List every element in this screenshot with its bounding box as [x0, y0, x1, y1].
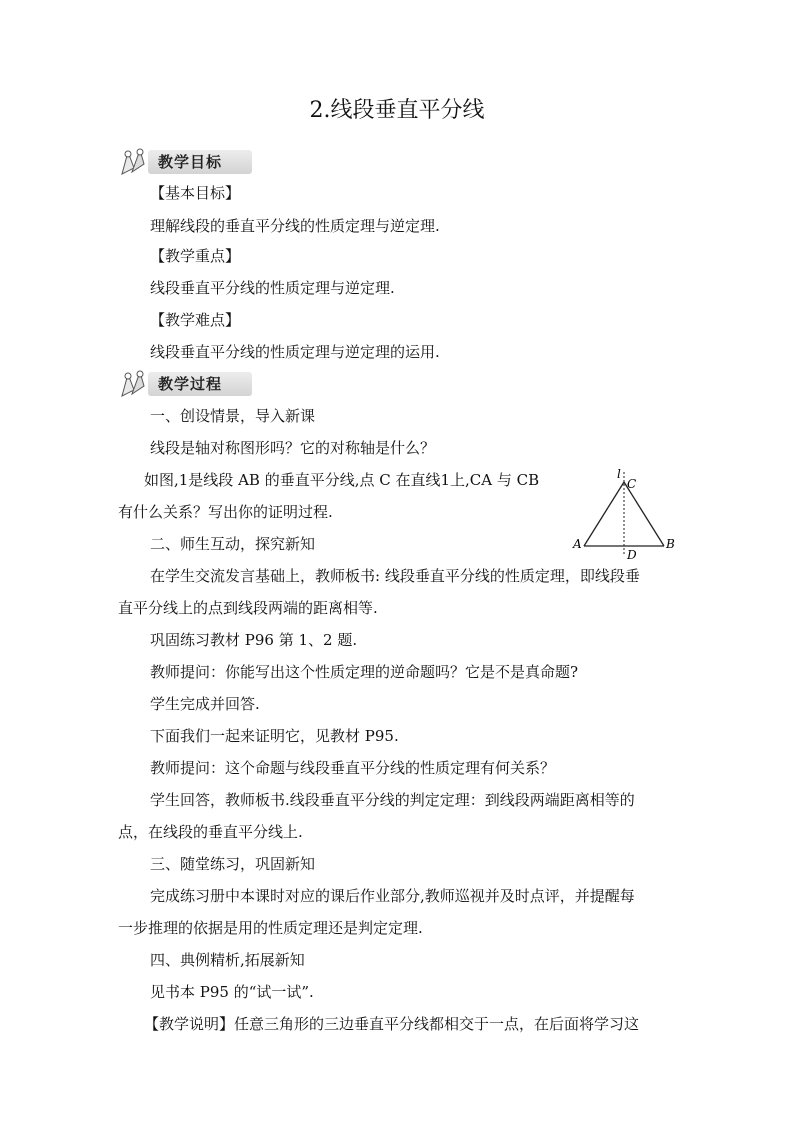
paragraph-line: 见书本 P95 的“试一试”. — [150, 983, 314, 1001]
segment-cb — [624, 482, 664, 546]
difficulty-heading: 【教学难点】 — [150, 311, 241, 329]
label-l: l — [617, 467, 621, 481]
paragraph-line: 点，在线段的垂直平分线上. — [118, 823, 303, 841]
paragraph-line: 有什么关系？写出你的证明过程. — [118, 503, 333, 521]
paragraph-line: 下面我们一起来证明它，见教材 P95. — [150, 727, 399, 745]
paragraph-line: 一步推理的依据是用的性质定理还是判定定理. — [118, 919, 423, 937]
perpendicular-bisector-figure — [570, 466, 680, 562]
pencil-icon — [118, 146, 152, 180]
label-c: C — [627, 477, 637, 491]
section-banner-goals — [118, 146, 258, 180]
paragraph-line: 教师提问：这个命题与线段垂直平分线的性质定理有何关系？ — [150, 759, 556, 777]
label-d: D — [627, 548, 637, 562]
step-1-heading: 一、创设情景，导入新课 — [150, 407, 316, 425]
goal-text: 理解线段的垂直平分线的性质定理与逆定理. — [150, 217, 440, 235]
paragraph-line: 学生回答，教师板书.线段垂直平分线的判定定理：到线段两端距离相等的 — [150, 791, 635, 809]
focus-heading: 【教学重点】 — [150, 247, 241, 265]
label-b: B — [666, 537, 675, 551]
section-banner-process — [118, 368, 258, 402]
paragraph-line: 完成练习册中本课时对应的课后作业部分,教师巡视并及时点评，并提醒每 — [150, 887, 635, 905]
step-2-heading: 二、师生互动，探究新知 — [150, 535, 316, 553]
paragraph-line: 教师提问：你能写出这个性质定理的逆命题吗？它是不是真命题? — [150, 663, 579, 681]
difficulty-text: 线段垂直平分线的性质定理与逆定理的运用. — [150, 343, 440, 361]
paragraph-line: 如图,1是线段 AB 的垂直平分线,点 C 在直线1上,CA 与 CB — [144, 471, 540, 489]
step-3-heading: 三、随堂练习，巩固新知 — [150, 855, 316, 873]
paragraph-line: 线段是轴对称图形吗？它的对称轴是什么？ — [150, 439, 436, 457]
pencil-icon — [118, 368, 152, 402]
step-4-heading: 四、典例精析,拓展新知 — [150, 951, 305, 969]
focus-text: 线段垂直平分线的性质定理与逆定理. — [150, 279, 395, 297]
page-title: 2.线段垂直平分线 — [309, 98, 485, 123]
teaching-note: 【教学说明】任意三角形的三边垂直平分线都相交于一点，在后面将学习这 — [144, 1015, 640, 1033]
section-banner-label: 教学过程 — [148, 372, 252, 396]
section-banner-label: 教学目标 — [148, 150, 252, 174]
paragraph-line: 在学生交流发言基础上，教师板书: 线段垂直平分线的性质定理，即线段垂 — [150, 567, 640, 585]
paragraph-line: 直平分线上的点到线段两端的距离相等. — [118, 599, 378, 617]
paragraph-line: 学生完成并回答. — [150, 695, 260, 713]
segment-ca — [584, 482, 624, 546]
goal-heading: 【基本目标】 — [150, 184, 241, 202]
paragraph-line: 巩固练习教材 P96 第 1、2 题. — [150, 631, 358, 649]
label-a: A — [573, 537, 582, 551]
